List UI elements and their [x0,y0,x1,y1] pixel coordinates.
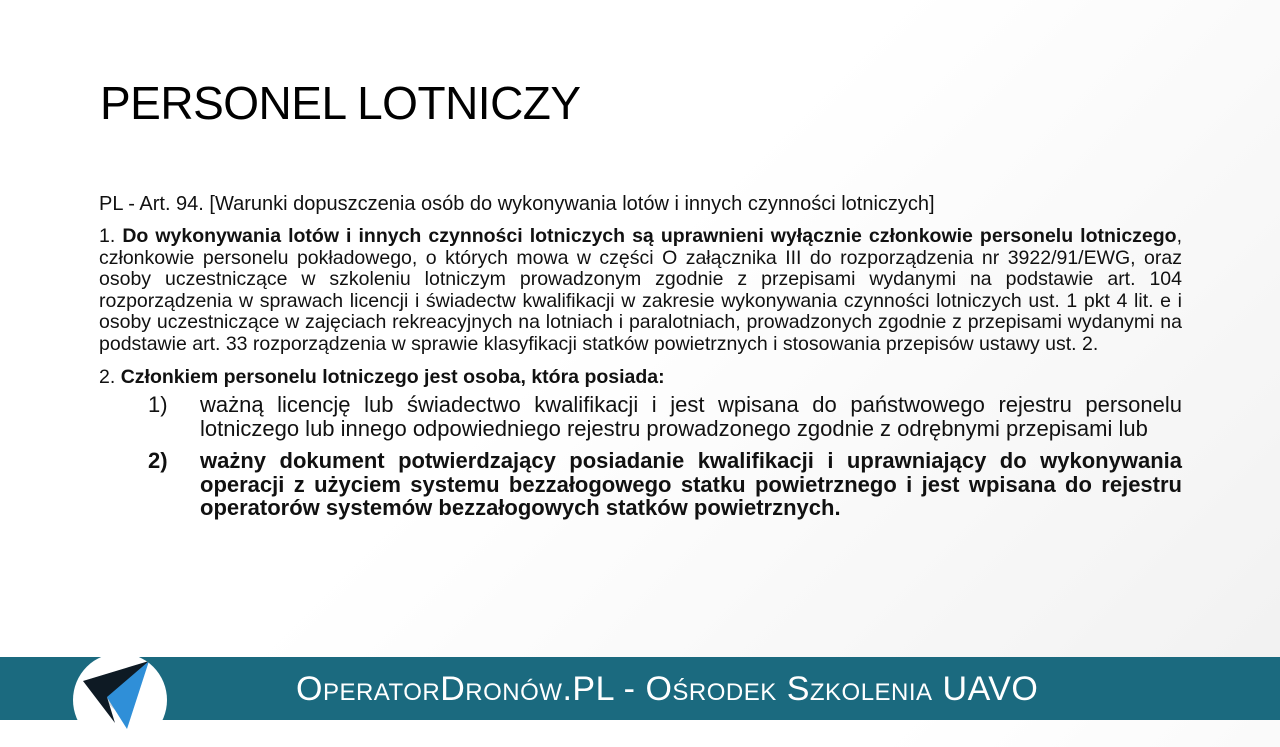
list-item [99,449,1182,520]
list-item-marker: 2) [148,448,168,473]
paragraph-1 [99,226,1182,355]
paragraph-2-number: 2. [99,366,121,388]
list-item [99,393,1182,440]
drone-arrow-logo-icon [73,653,167,747]
requirements-list [99,393,1182,520]
paragraph-2 [99,364,1182,390]
paragraph-1-text: , członkowie personelu pokładowego, o których mowa w części O załącznika III do rozporządzenia nr 3922/91/EWG, oraz osoby uczestniczące w szkoleniu lotniczym prowadzonym zgodnie z przepisami wydanymi na podstawie art. 104 rozporządzenia w sprawach licencji i świadectw kwalifikacji w zakresie wykonywania czynności lotniczych ust. 1 pkt 4 lit. e i osoby uczestniczące w zajęciach rekreacyjnych na lotniach i paralotniach, prowadzonych zgodnie z przepisami wydanymi na podstawie art. 33 rozporządzenia w sprawie klasyfikacji statków powietrznych i stosowania przepisów ustawy ust. 2. [99,225,1183,355]
paragraph-1-bold-text: Do wykonywania lotów i innych czynności lotniczych są uprawnieni wyłącznie członkowie personelu lotniczego [122,225,1177,247]
list-item-text: ważną licencję lub świadectwo kwalifikacji i jest wpisana do państwowego rejestru personelu lotniczego lub innego odpowiedniego rejestru prowadzonego zgodnie z odrębnymi przepisami lub [200,392,1182,441]
paragraph-2-bold-text: Członkiem personelu lotniczego jest osoba, która posiada: [120,366,665,388]
slide-title: PERSONEL LOTNICZY [100,77,581,129]
list-item-marker: 1) [148,392,168,417]
slide-content [99,191,1182,520]
footer-text: OperatorDronów.PL - Ośrodek Szkolenia UAVO [296,670,1039,708]
list-item-text: ważny dokument potwierdzający posiadanie kwalifikacji i uprawniający do wykonywania operacji z użyciem systemu bezzałogowego statku powietrznego i jest wpisana do rejestru operatorów systemów bezzałogowych statków powietrznych. [200,448,1182,520]
article-heading: PL - Art. 94. [Warunki dopuszczenia osób do wykonywania lotów i innych czynności lotniczych] [99,193,935,215]
paragraph-1-number: 1. [99,225,123,247]
